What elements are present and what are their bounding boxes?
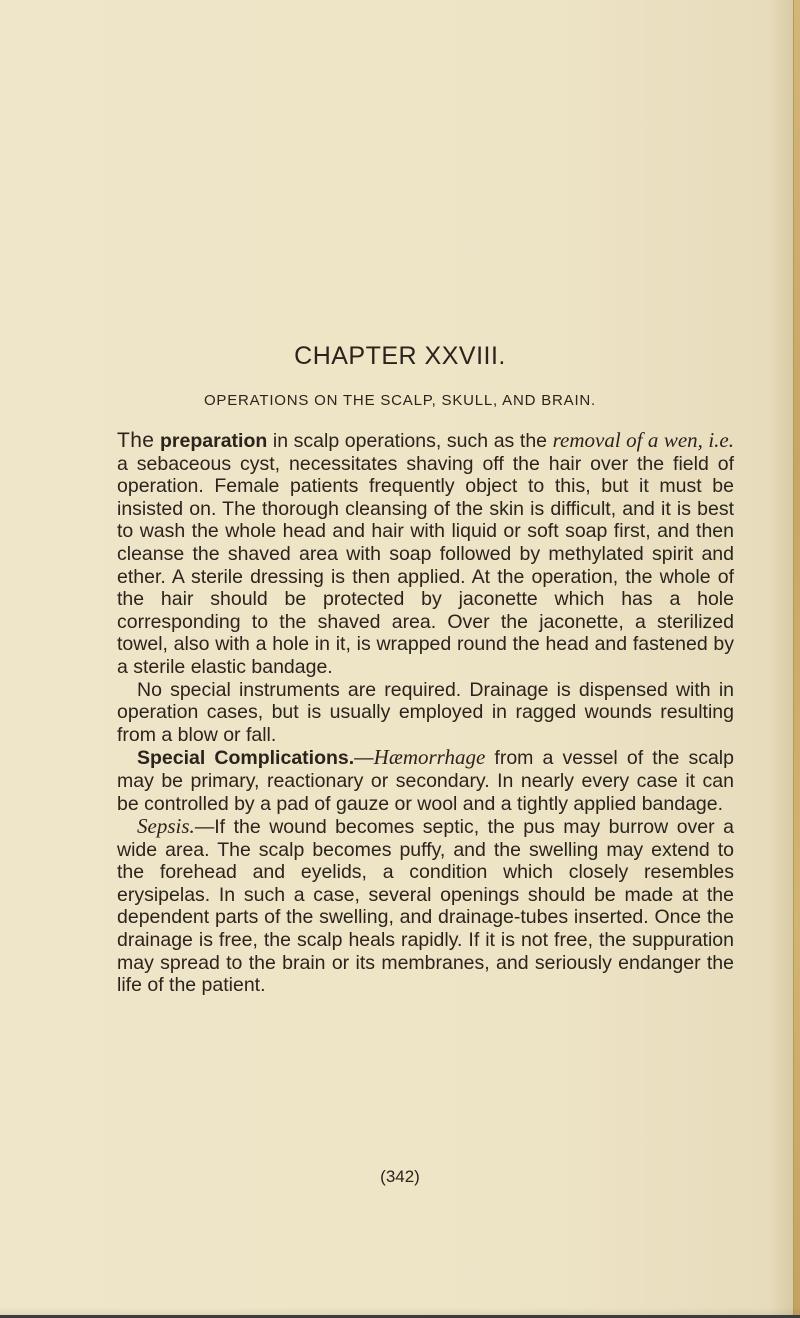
italic-term: Hæmorrhage <box>373 745 486 770</box>
opening-word: The <box>117 429 155 452</box>
italic-term: removal of a wen, i.e. <box>552 428 734 452</box>
paragraph-text: If the wound becomes septic, the pus may burrow over a wide area. The scalp becomes puffy, and the swelling may extend to the forehead and eyelids, a condition which closely resembles erysipelas. In such a case, several openings should be made at the dependent parts of the swelling, and drainage-tubes inserted. Once the drainage is free, the scalp heals rapidly. If it is not free, the suppuration may spread to the brain or its membranes, and seriously endanger the life of the patient. <box>117 816 734 997</box>
chapter-body <box>117 429 734 997</box>
paragraph-text: No special instruments are required. Drainage is dispensed with in operation cases, but is usually employed in ragged wounds resulting from a blow or fall. <box>117 678 734 746</box>
paragraph-complications <box>117 746 734 815</box>
paragraph-preparation <box>117 429 734 679</box>
paragraph-text: a sebaceous cyst, necessitates shaving off the hair over the field of operation. Female patients frequently object to this, but it must be insisted on. The thorough cleansing of the skin is difficult, and it is best to wash the whole head and hair with liquid or soft soap first, and then cleanse the shaved area with soap followed by methylated spirit and ether. A sterile dressing is then applied. At the operation, the whole of the hair should be protected by jaconette which has a hole corresponding to the shaved area. Over the jaconette, a sterilized towel, also with a hole in it, is wrapped round the head and fastened by a sterile elastic bandage. <box>117 452 734 678</box>
page-number: (342) <box>380 1167 420 1186</box>
chapter-title: CHAPTER XXVIII. <box>294 342 506 370</box>
page-bottom-shade <box>0 1307 800 1315</box>
paragraph-text: from a vessel of the scalp may be primary, reactionary or secondary. In nearly every case it can be controlled by a pad of gauze or wool and a tightly applied bandage. <box>117 747 734 815</box>
em-dash: — <box>354 747 374 770</box>
paragraph-instruments <box>117 679 734 747</box>
italic-term: Sepsis. <box>137 814 195 839</box>
term-special-complications: Special Complications. <box>137 747 355 770</box>
section-title: OPERATIONS ON THE SCALP, SKULL, AND BRAIN. <box>203 392 597 409</box>
paragraph-text: in scalp operations, such as the <box>267 430 553 452</box>
paragraph-sepsis <box>117 815 734 997</box>
page-edge <box>793 0 800 1318</box>
term-preparation: preparation <box>160 430 268 452</box>
em-dash: — <box>194 816 215 839</box>
